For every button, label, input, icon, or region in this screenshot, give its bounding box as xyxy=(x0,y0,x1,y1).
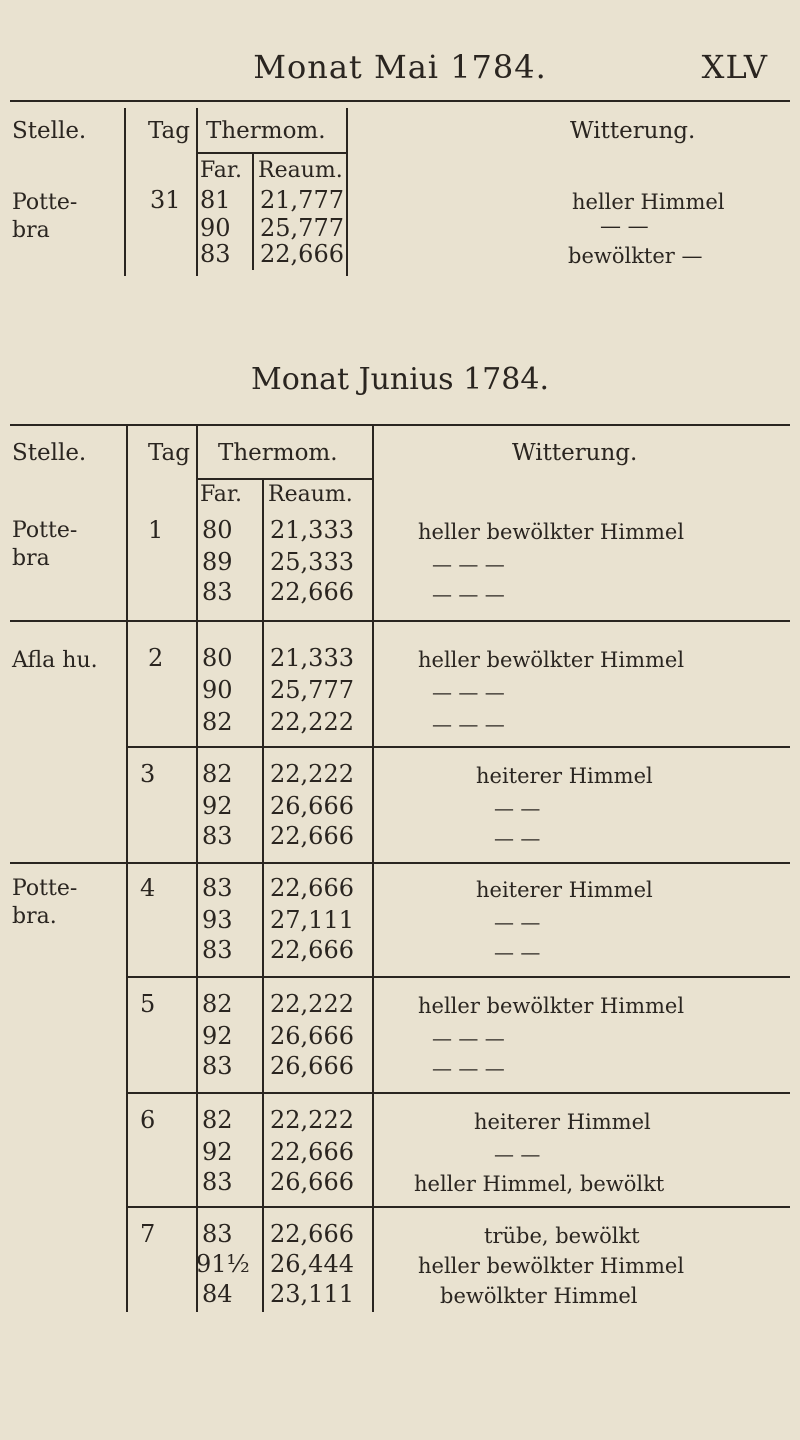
reaum-value: 22,666 xyxy=(260,240,344,268)
tag-value: 6 xyxy=(140,1106,156,1134)
col-header-tag: Tag xyxy=(148,118,190,144)
place-line1: Afla hu. xyxy=(12,648,98,673)
place-line2: bra xyxy=(12,218,50,243)
place-line1: Potte- xyxy=(12,876,78,901)
col-divider xyxy=(346,108,348,276)
far-value: 82 xyxy=(202,760,233,788)
col-divider xyxy=(252,154,254,270)
reaum-value: 21,777 xyxy=(260,186,344,214)
reaum-value: 21,333 xyxy=(270,644,354,672)
sub-header-far: Far. xyxy=(200,158,242,183)
reaum-value: 26,666 xyxy=(270,1052,354,1080)
tag-value: 7 xyxy=(140,1220,156,1248)
witterung-value: — — — xyxy=(432,552,505,576)
tag-value: 31 xyxy=(150,186,181,214)
col-header-tag: Tag xyxy=(148,440,190,466)
witterung-value: — — — xyxy=(432,1026,505,1050)
reaum-value: 22,222 xyxy=(270,760,354,788)
reaum-value: 26,666 xyxy=(270,792,354,820)
col-divider xyxy=(262,480,264,1312)
witterung-value: bewölkter — xyxy=(568,244,703,268)
header-rule xyxy=(10,100,790,102)
sub-header-far: Far. xyxy=(200,482,242,507)
reaum-value: 22,666 xyxy=(270,936,354,964)
col-header-stelle: Stelle. xyxy=(12,118,87,144)
witterung-value: — — — xyxy=(432,712,505,736)
sub-header-reaum: Reaum. xyxy=(268,482,353,507)
reaum-value: 25,777 xyxy=(270,676,354,704)
witterung-value: heller bewölkter Himmel xyxy=(418,520,685,544)
witterung-value: — — — xyxy=(432,680,505,704)
far-value: 84 xyxy=(202,1280,233,1308)
tag-value: 2 xyxy=(148,644,164,672)
col-header-thermom: Thermom. xyxy=(206,118,326,144)
witterung-value: — — xyxy=(494,940,541,964)
far-value: 82 xyxy=(202,1106,233,1134)
reaum-value: 26,444 xyxy=(270,1250,354,1278)
far-value: 83 xyxy=(202,1220,233,1248)
witterung-value: — — — xyxy=(432,1056,505,1080)
place-line2: bra. xyxy=(12,904,57,929)
witterung-value: — — xyxy=(494,1142,541,1166)
reaum-value: 22,222 xyxy=(270,1106,354,1134)
witterung-value: — — xyxy=(494,796,541,820)
col-header-thermom: Thermom. xyxy=(218,440,338,466)
witterung-value: trübe, bewölkt xyxy=(484,1224,640,1248)
witterung-value: heiterer Himmel xyxy=(474,1110,651,1134)
witterung-value: heiterer Himmel xyxy=(476,878,653,902)
row-rule xyxy=(126,976,790,978)
place-line1: Potte- xyxy=(12,518,78,543)
reaum-value: 21,333 xyxy=(270,516,354,544)
witterung-value: heller bewölkter Himmel xyxy=(418,994,685,1018)
tag-value: 3 xyxy=(140,760,156,788)
far-value: 83 xyxy=(202,578,233,606)
row-rule xyxy=(126,746,790,748)
reaum-value: 26,666 xyxy=(270,1168,354,1196)
far-value: 89 xyxy=(202,548,233,576)
reaum-value: 22,666 xyxy=(270,1138,354,1166)
col-divider xyxy=(126,426,128,1312)
far-value: 82 xyxy=(202,990,233,1018)
far-value: 80 xyxy=(202,644,233,672)
far-value: 83 xyxy=(202,1052,233,1080)
witterung-value: — — xyxy=(494,910,541,934)
far-value: 83 xyxy=(200,240,231,268)
tag-value: 1 xyxy=(148,516,164,544)
tag-value: 5 xyxy=(140,990,156,1018)
reaum-value: 23,111 xyxy=(270,1280,354,1308)
col-divider xyxy=(372,426,374,1312)
witterung-value: heller Himmel, bewölkt xyxy=(414,1172,665,1196)
far-value: 83 xyxy=(202,1168,233,1196)
reaum-value: 25,777 xyxy=(260,214,344,242)
thermom-rule xyxy=(196,478,372,480)
reaum-value: 26,666 xyxy=(270,1022,354,1050)
col-divider xyxy=(196,108,198,276)
far-value: 90 xyxy=(202,676,233,704)
far-value: 92 xyxy=(202,792,233,820)
reaum-value: 22,666 xyxy=(270,822,354,850)
witterung-value: — — — xyxy=(432,582,505,606)
far-value: 92 xyxy=(202,1138,233,1166)
reaum-value: 22,666 xyxy=(270,578,354,606)
far-value: 83 xyxy=(202,822,233,850)
far-value: 91½ xyxy=(196,1250,250,1278)
far-value: 80 xyxy=(202,516,233,544)
far-value: 83 xyxy=(202,874,233,902)
far-value: 81 xyxy=(200,186,231,214)
witterung-value: heller Himmel xyxy=(572,190,725,214)
row-rule xyxy=(126,1206,790,1208)
place-line1: Potte- xyxy=(12,190,78,215)
witterung-value: heiterer Himmel xyxy=(476,764,653,788)
col-divider xyxy=(124,108,126,276)
witterung-value: heller bewölkter Himmel xyxy=(418,1254,685,1278)
reaum-value: 27,111 xyxy=(270,906,354,934)
place-line2: bra xyxy=(12,546,50,571)
far-value: 83 xyxy=(202,936,233,964)
sub-header-reaum: Reaum. xyxy=(258,158,343,183)
witterung-value: heller bewölkter Himmel xyxy=(418,648,685,672)
col-header-witterung: Witterung. xyxy=(570,118,696,144)
page-header-title: Monat Mai 1784. xyxy=(253,48,547,86)
tag-value: 4 xyxy=(140,874,156,902)
far-value: 93 xyxy=(202,906,233,934)
row-rule xyxy=(126,1092,790,1094)
reaum-value: 22,666 xyxy=(270,1220,354,1248)
far-value: 90 xyxy=(200,214,231,242)
far-value: 92 xyxy=(202,1022,233,1050)
witterung-value: — — xyxy=(600,214,649,238)
reaum-value: 22,666 xyxy=(270,874,354,902)
section-title-junius: Monat Junius 1784. xyxy=(251,362,549,397)
reaum-value: 22,222 xyxy=(270,708,354,736)
thermom-rule xyxy=(196,152,346,154)
page-number: XLV xyxy=(701,48,768,86)
reaum-value: 25,333 xyxy=(270,548,354,576)
col-divider xyxy=(196,426,198,1312)
witterung-value: bewölkter Himmel xyxy=(440,1284,638,1308)
col-header-witterung: Witterung. xyxy=(512,440,638,466)
witterung-value: — — xyxy=(494,826,541,850)
reaum-value: 22,222 xyxy=(270,990,354,1018)
col-header-stelle: Stelle. xyxy=(12,440,87,466)
far-value: 82 xyxy=(202,708,233,736)
